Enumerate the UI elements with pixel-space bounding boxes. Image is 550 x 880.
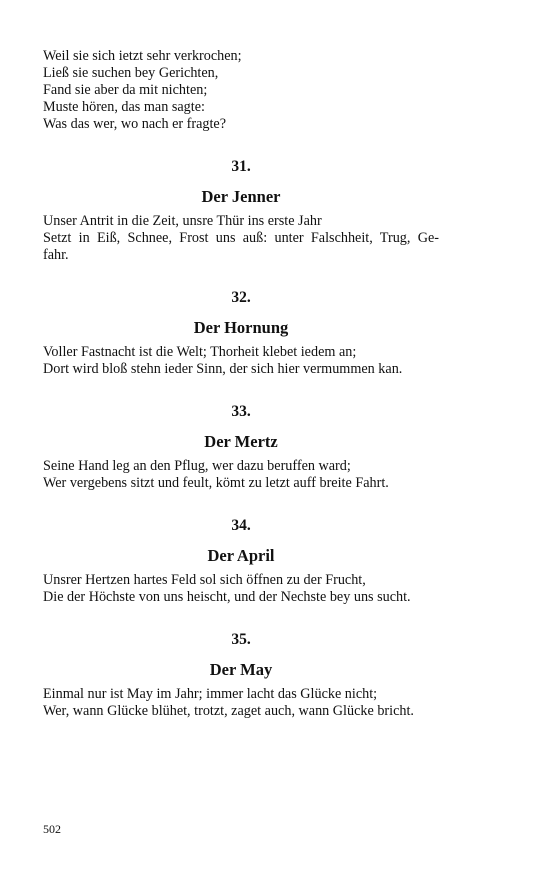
intro-line: Weil sie sich ietzt sehr verkrochen;: [43, 48, 242, 64]
poem-number: 31.: [231, 158, 251, 175]
poem-title: Der Mertz: [204, 432, 278, 451]
intro-line: Fand sie aber da mit nichten;: [43, 82, 208, 98]
poem-line: Seine Hand leg an den Pflug, wer dazu beruffen ward;: [43, 458, 351, 474]
poem-line: fahr.: [43, 247, 69, 263]
poem-title: Der April: [207, 546, 275, 565]
poem-line: Voller Fastnacht ist die Welt; Thorheit klebet iedem an;: [43, 344, 357, 360]
poem-line: Unsrer Hertzen hartes Feld sol sich öffnen zu der Frucht,: [43, 572, 366, 588]
poem-line: Setzt in Eiß, Schnee, Frost uns auß: unter Falschheit, Trug, Ge-: [43, 230, 439, 246]
intro-line: Muste hören, das man sagte:: [43, 99, 205, 115]
intro-line: Was das wer, wo nach er fragte?: [43, 116, 227, 132]
poem-title: Der Jenner: [201, 187, 281, 206]
poem-line: Wer vergebens sitzt und feult, kömt zu letzt auff breite Fahrt.: [43, 475, 389, 491]
poem-number: 35.: [231, 631, 251, 648]
page-body: [43, 48, 439, 720]
poem-line: Die der Höchste von uns heischt, und der Nechste bey uns sucht.: [43, 589, 411, 605]
page-number: 502: [43, 822, 61, 836]
poem-33: [43, 403, 439, 492]
intro-stanza: [43, 48, 439, 133]
poem-31: [43, 158, 439, 264]
poem-35: [43, 631, 439, 720]
poem-line: Dort wird bloß stehn ieder Sinn, der sich hier vermummen kan.: [43, 361, 403, 377]
poem-34: [43, 517, 439, 606]
poem-title: Der May: [209, 660, 273, 679]
poem-32: [43, 289, 439, 378]
intro-line: Ließ sie suchen bey Gerichten,: [43, 65, 219, 81]
poem-number: 33.: [231, 403, 251, 420]
poem-number: 34.: [231, 517, 251, 534]
poem-number: 32.: [231, 289, 251, 306]
poem-line: Unser Antrit in die Zeit, unsre Thür ins erste Jahr: [43, 213, 322, 229]
poem-title: Der Hornung: [193, 318, 289, 337]
poem-line: Wer, wann Glücke blühet, trotzt, zaget auch, wann Glücke bricht.: [43, 703, 414, 719]
poem-line: Einmal nur ist May im Jahr; immer lacht das Glücke nicht;: [43, 686, 378, 702]
